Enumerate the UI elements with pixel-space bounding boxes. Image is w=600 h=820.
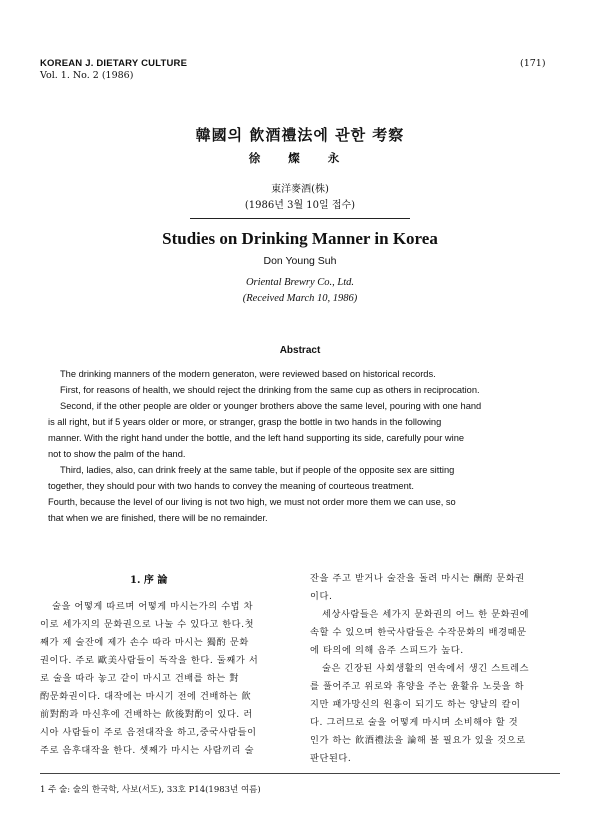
body-line: 이로 세가지의 문화권으로 나눌 수 있다고 한다.첫	[40, 619, 255, 630]
body-line: 판단된다.	[310, 753, 352, 764]
abstract-line: Fourth, because the level of our living is not two high, we must not order more them we can use, so	[48, 497, 456, 507]
footnote: 1 주 술: 술의 한국학, 사보(서도), 33호 P14(1983년 여름)	[40, 785, 261, 795]
abstract-heading: Abstract	[279, 345, 321, 356]
body-line: 로 술을 따라 놓고 같이 마시고 건배를 하는 對	[40, 673, 240, 684]
body-line: 다. 그러므로 술을 어떻게 마시며 소비해야 할 것	[310, 717, 519, 728]
english-title: Studies on Drinking Manner in Korea	[162, 229, 438, 248]
english-received-date: (Received March 10, 1986)	[242, 293, 358, 304]
page-number: (171)	[520, 58, 546, 69]
abstract-line: that when we are finished, there will be no remainder.	[48, 513, 268, 523]
body-line: 술은 긴장된 사회생활의 연속에서 생긴 스트레스	[322, 663, 530, 674]
abstract-line: Second, if the other people are older or younger brothers above the same level, pouring with one hand	[60, 401, 482, 411]
body-line: 前對酌과 마신후에 건배하는 飮後對酌이 있다. 러	[40, 709, 253, 720]
body-line: 를 풀어주고 위로와 휴양을 주는 윤활유 노릇을 하	[310, 681, 525, 692]
abstract-line: together, they should pour with two hands to convey the meaning of courteous treatment.	[48, 481, 414, 491]
english-author: Don Young Suh	[263, 255, 337, 267]
abstract-line: Third, ladies, also, can drink freely at the same table, but if people of the opposite sex are sitting	[60, 465, 455, 475]
body-line: 에 타의에 의해 음주 스피드가 높다.	[310, 645, 464, 656]
title-divider	[190, 218, 410, 219]
body-line: 인가 하는 飮酒禮法을 論해 볼 필요가 있을 것으로	[310, 735, 526, 746]
body-line: 술을 어떻게 따르며 어떻게 마시는가의 수법 차	[52, 601, 254, 612]
body-line: 째가 제 술잔에 제가 손수 따라 마시는 獨酌 문화	[40, 637, 249, 648]
korean-author: 徐 燦 永	[248, 151, 352, 165]
journal-name: KOREAN J. DIETARY CULTURE	[40, 58, 188, 69]
body-line: 권이다. 주로 歐美사람들이 독작을 한다. 둘째가 서	[40, 655, 259, 666]
body-line: 시아 사람들이 주로 음전대작을 하고,중국사람들이	[40, 727, 257, 738]
body-line: 酌문화권이다. 대작에는 마시기 전에 건배하는 飮	[40, 691, 252, 702]
korean-received-date: (1986년 3월 10일 접수)	[244, 200, 356, 211]
body-line: 세상사람들은 세가지 문화권의 어느 한 문화권에	[322, 609, 530, 620]
section-heading-introduction: 1. 序 論	[130, 575, 168, 586]
abstract-line: not to show the palm of the hand.	[48, 449, 186, 459]
abstract-line: is all right, but if 5 years older or more, or stranger, grasp the bottle in two hands in the following	[48, 417, 442, 427]
body-line: 속할 수 있으며 한국사람들은 수작문화의 배경때문	[310, 627, 527, 638]
abstract-line: manner. With the right hand under the bottle, and the left hand supporting its side, carefully pour wine	[48, 433, 465, 443]
korean-affiliation: 東洋麥酒(株)	[271, 184, 329, 195]
body-line: 잔을 주고 받거나 술잔을 돌려 마시는 酬酌 문화권	[310, 573, 525, 584]
abstract-line: The drinking manners of the modern generaton, were reviewed based on historical records.	[60, 369, 436, 379]
body-line: 주로 음후대작을 한다. 셋째가 마시는 사람끼리 술	[40, 745, 255, 756]
abstract-line: First, for reasons of health, we should reject the drinking from the same cup as others in reciprocation.	[60, 385, 480, 395]
body-line: 지만 패가망신의 원흉이 되기도 하는 양날의 칼이	[310, 699, 521, 710]
footnote-divider	[40, 773, 560, 774]
body-line: 이다.	[310, 591, 333, 602]
english-affiliation: Oriental Brewry Co., Ltd.	[245, 277, 355, 288]
korean-title: 韓國의 飮酒禮法에 관한 考察	[195, 126, 405, 144]
journal-volume: Vol. 1. No. 2 (1986)	[40, 70, 134, 81]
